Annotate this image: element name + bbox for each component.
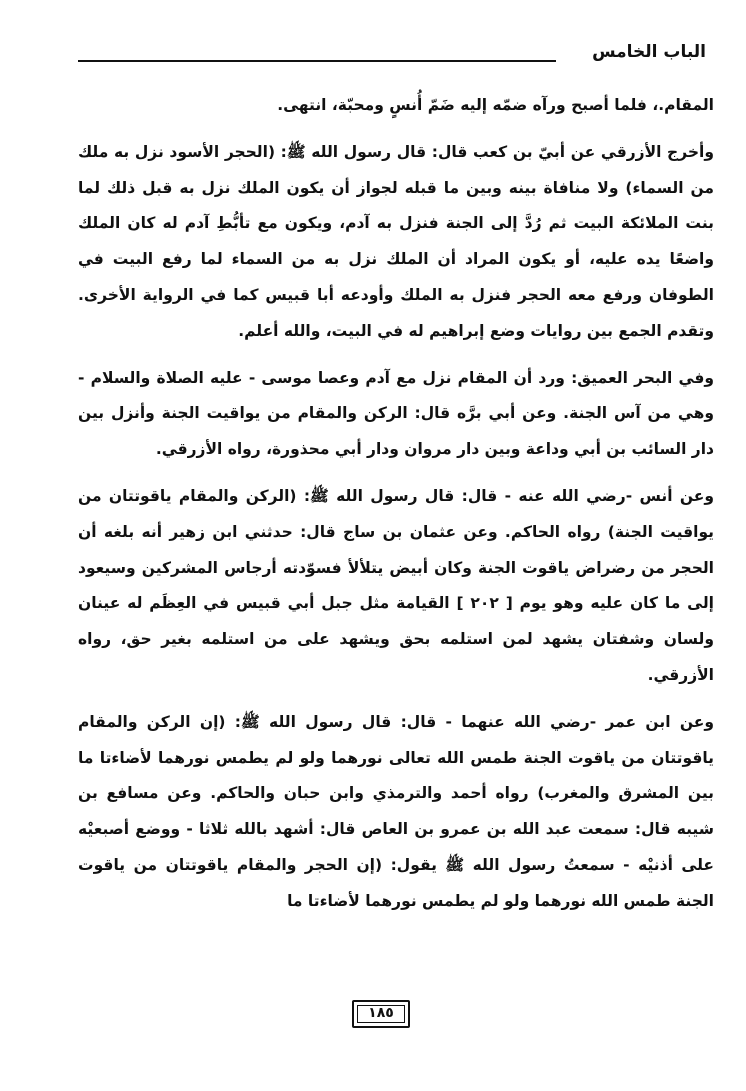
paragraph: وعن أنس -رضي الله عنه - قال: قال رسول الله ﷺ: (الركن والمقام ياقوتتان من يواقيت الجنة) رواه الحاكم. وعن عثمان بن ساج قال: حدثني ابن زهير أنه بلغه أن الحجر من رضراض ياقوت الجنة وكان أبيض يتلألأ فسوّدته أرجاس المشركين وسيعود إلى ما كان عليه وهو يوم [ ٢٠٢ ] القيامة مثل جبل أبي قبيس في العِظَم له عينان ولسان وشفتان يشهد لمن استلمه بحق ويشهد على من استلمه بغير حق، رواه الأزرقي. bbox=[78, 486, 714, 684]
paragraph: وأخرج الأزرقي عن أبيّ بن كعب قال: قال رسول الله ﷺ: (الحجر الأسود نزل به ملك من السماء) ولا منافاة بينه وبين ما قبله لجواز أن يكون الملك نزل به قبل ذلك لما بنت الملائكة البيت ثم رُدَّ إلى الجنة فنزل به آدم، ويكون مع تأبُّطِ آدم له كان الملك واضعًا يده عليه، أو يكون المراد أن الملك نزل به من السماء لما رفع البيت في الطوفان ورفع معه الحجر فنزل به الملك وأودعه أبا قبيس كما في الرواية الأخرى. وتقدم الجمع بين روايات وضع إبراهيم له في البيت، والله أعلم. bbox=[78, 142, 714, 340]
page-number-frame bbox=[352, 1000, 410, 1028]
paragraph: وفي البحر العميق: ورد أن المقام نزل مع آدم وعصا موسى - عليه الصلاة والسلام - وهي من آس الجنة. وعن أبي برَّه قال: الركن والمقام من يواقيت الجنة وأنزل بين دار السائب بن أبي وداعة وبين دار مروان ودار أبي محذورة، رواه الأزرقي. bbox=[78, 368, 714, 459]
page-number: ١٨٥ bbox=[368, 1005, 394, 1021]
chapter-title: الباب الخامس bbox=[592, 42, 706, 62]
body-text bbox=[78, 88, 714, 920]
paragraph: المقام.، فلما أصبح ورآه ضمّه إليه ضَمّ أُنسٍ ومحبّة، انتهى. bbox=[277, 96, 714, 114]
paragraph: وعن ابن عمر -رضي الله عنهما - قال: قال رسول الله ﷺ: (إن الركن والمقام ياقوتتان من ياقوت الجنة طمس الله تعالى نورهما ولو لم يطمس نورهما لأضاءتا ما بين المشرق والمغرب) رواه أحمد والترمذي وابن حبان والحاكم. وعن مسافع بن شيبه قال: سمعت عبد الله بن عمرو بن العاص قال: أشهد بالله ثلاثا - ووضع أصبعيْه على أذنيْه - سمعتُ رسول الله ﷺ يقول: (إن الحجر والمقام ياقوتتان من ياقوت الجنة طمس الله نورهما ولو لم يطمس نورهما لأضاءتا ما bbox=[78, 712, 714, 910]
header-rule bbox=[78, 60, 556, 62]
